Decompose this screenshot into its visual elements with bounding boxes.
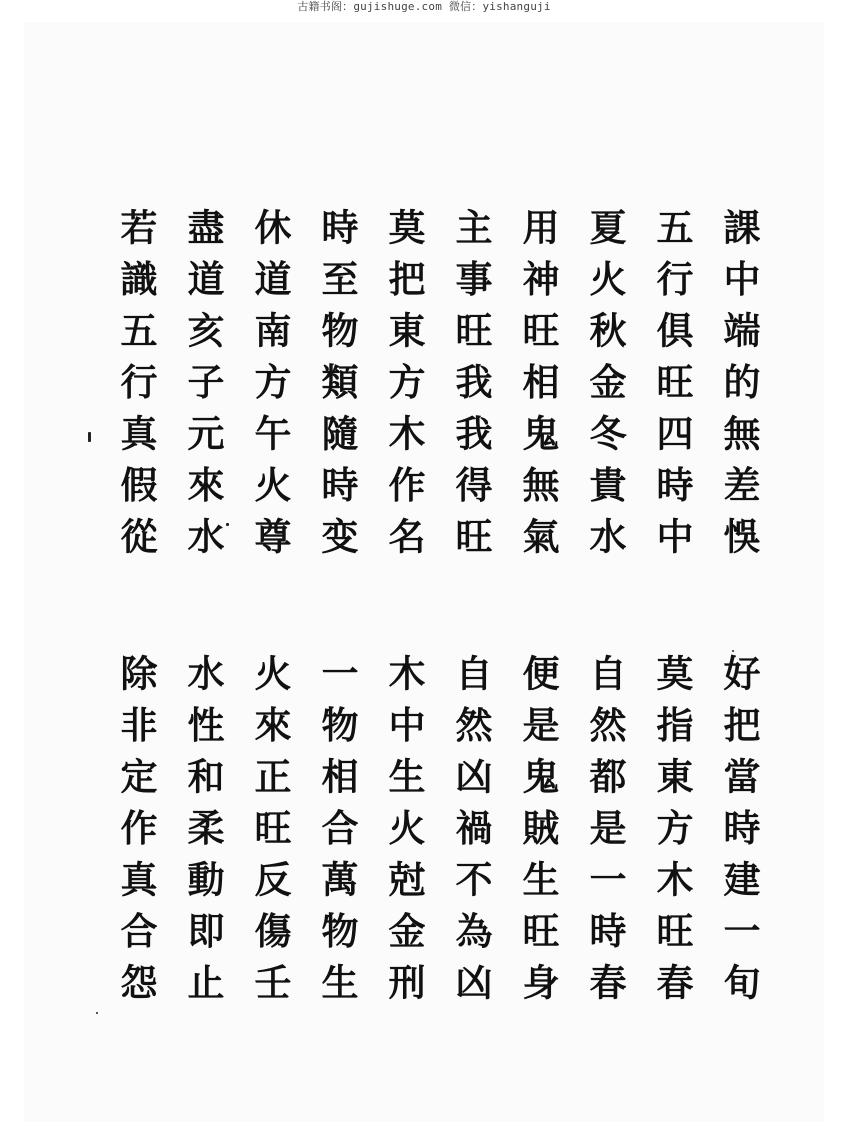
text-column: 主事旺我我得旺 (449, 208, 493, 569)
text-column: 時至物類隨時变 (315, 208, 359, 569)
watermark-header: 古籍书阁：gujishuge.com 微信：yishanguji (297, 0, 551, 13)
text-column: 好把當時建一旬 (717, 654, 761, 1015)
text-column: 課中端的無差悞 (717, 208, 761, 569)
text-column: 盡道亥子元來水 (181, 208, 225, 569)
text-column: 便是鬼賊生旺身 (516, 654, 560, 1015)
scan-speck (226, 523, 229, 526)
text-column: 木中生火尅金刑 (382, 654, 426, 1015)
text-column: 五行俱旺四時中 (650, 208, 694, 569)
text-column: 自然都是一時春 (583, 654, 627, 1015)
text-column: 夏火秋金冬貴水 (583, 208, 627, 569)
text-column: 水性和柔動即止 (181, 654, 225, 1015)
scan-speck (96, 1012, 98, 1014)
text-column: 自然凶禍不為凶 (449, 654, 493, 1015)
text-column: 休道南方午火尊 (248, 208, 292, 569)
text-column: 莫指東方木旺春 (650, 654, 694, 1015)
text-column: 一物相合萬物生 (315, 654, 359, 1015)
text-column: 莫把東方木作名 (382, 208, 426, 569)
text-column: 除非定作真合怨 (114, 654, 158, 1015)
scan-speck (732, 650, 734, 652)
scan-speck (88, 432, 91, 442)
text-column: 火來正旺反傷壬 (248, 654, 292, 1015)
text-column: 用神旺相鬼無氣 (516, 208, 560, 569)
text-column: 若識五行真假從 (114, 208, 158, 569)
